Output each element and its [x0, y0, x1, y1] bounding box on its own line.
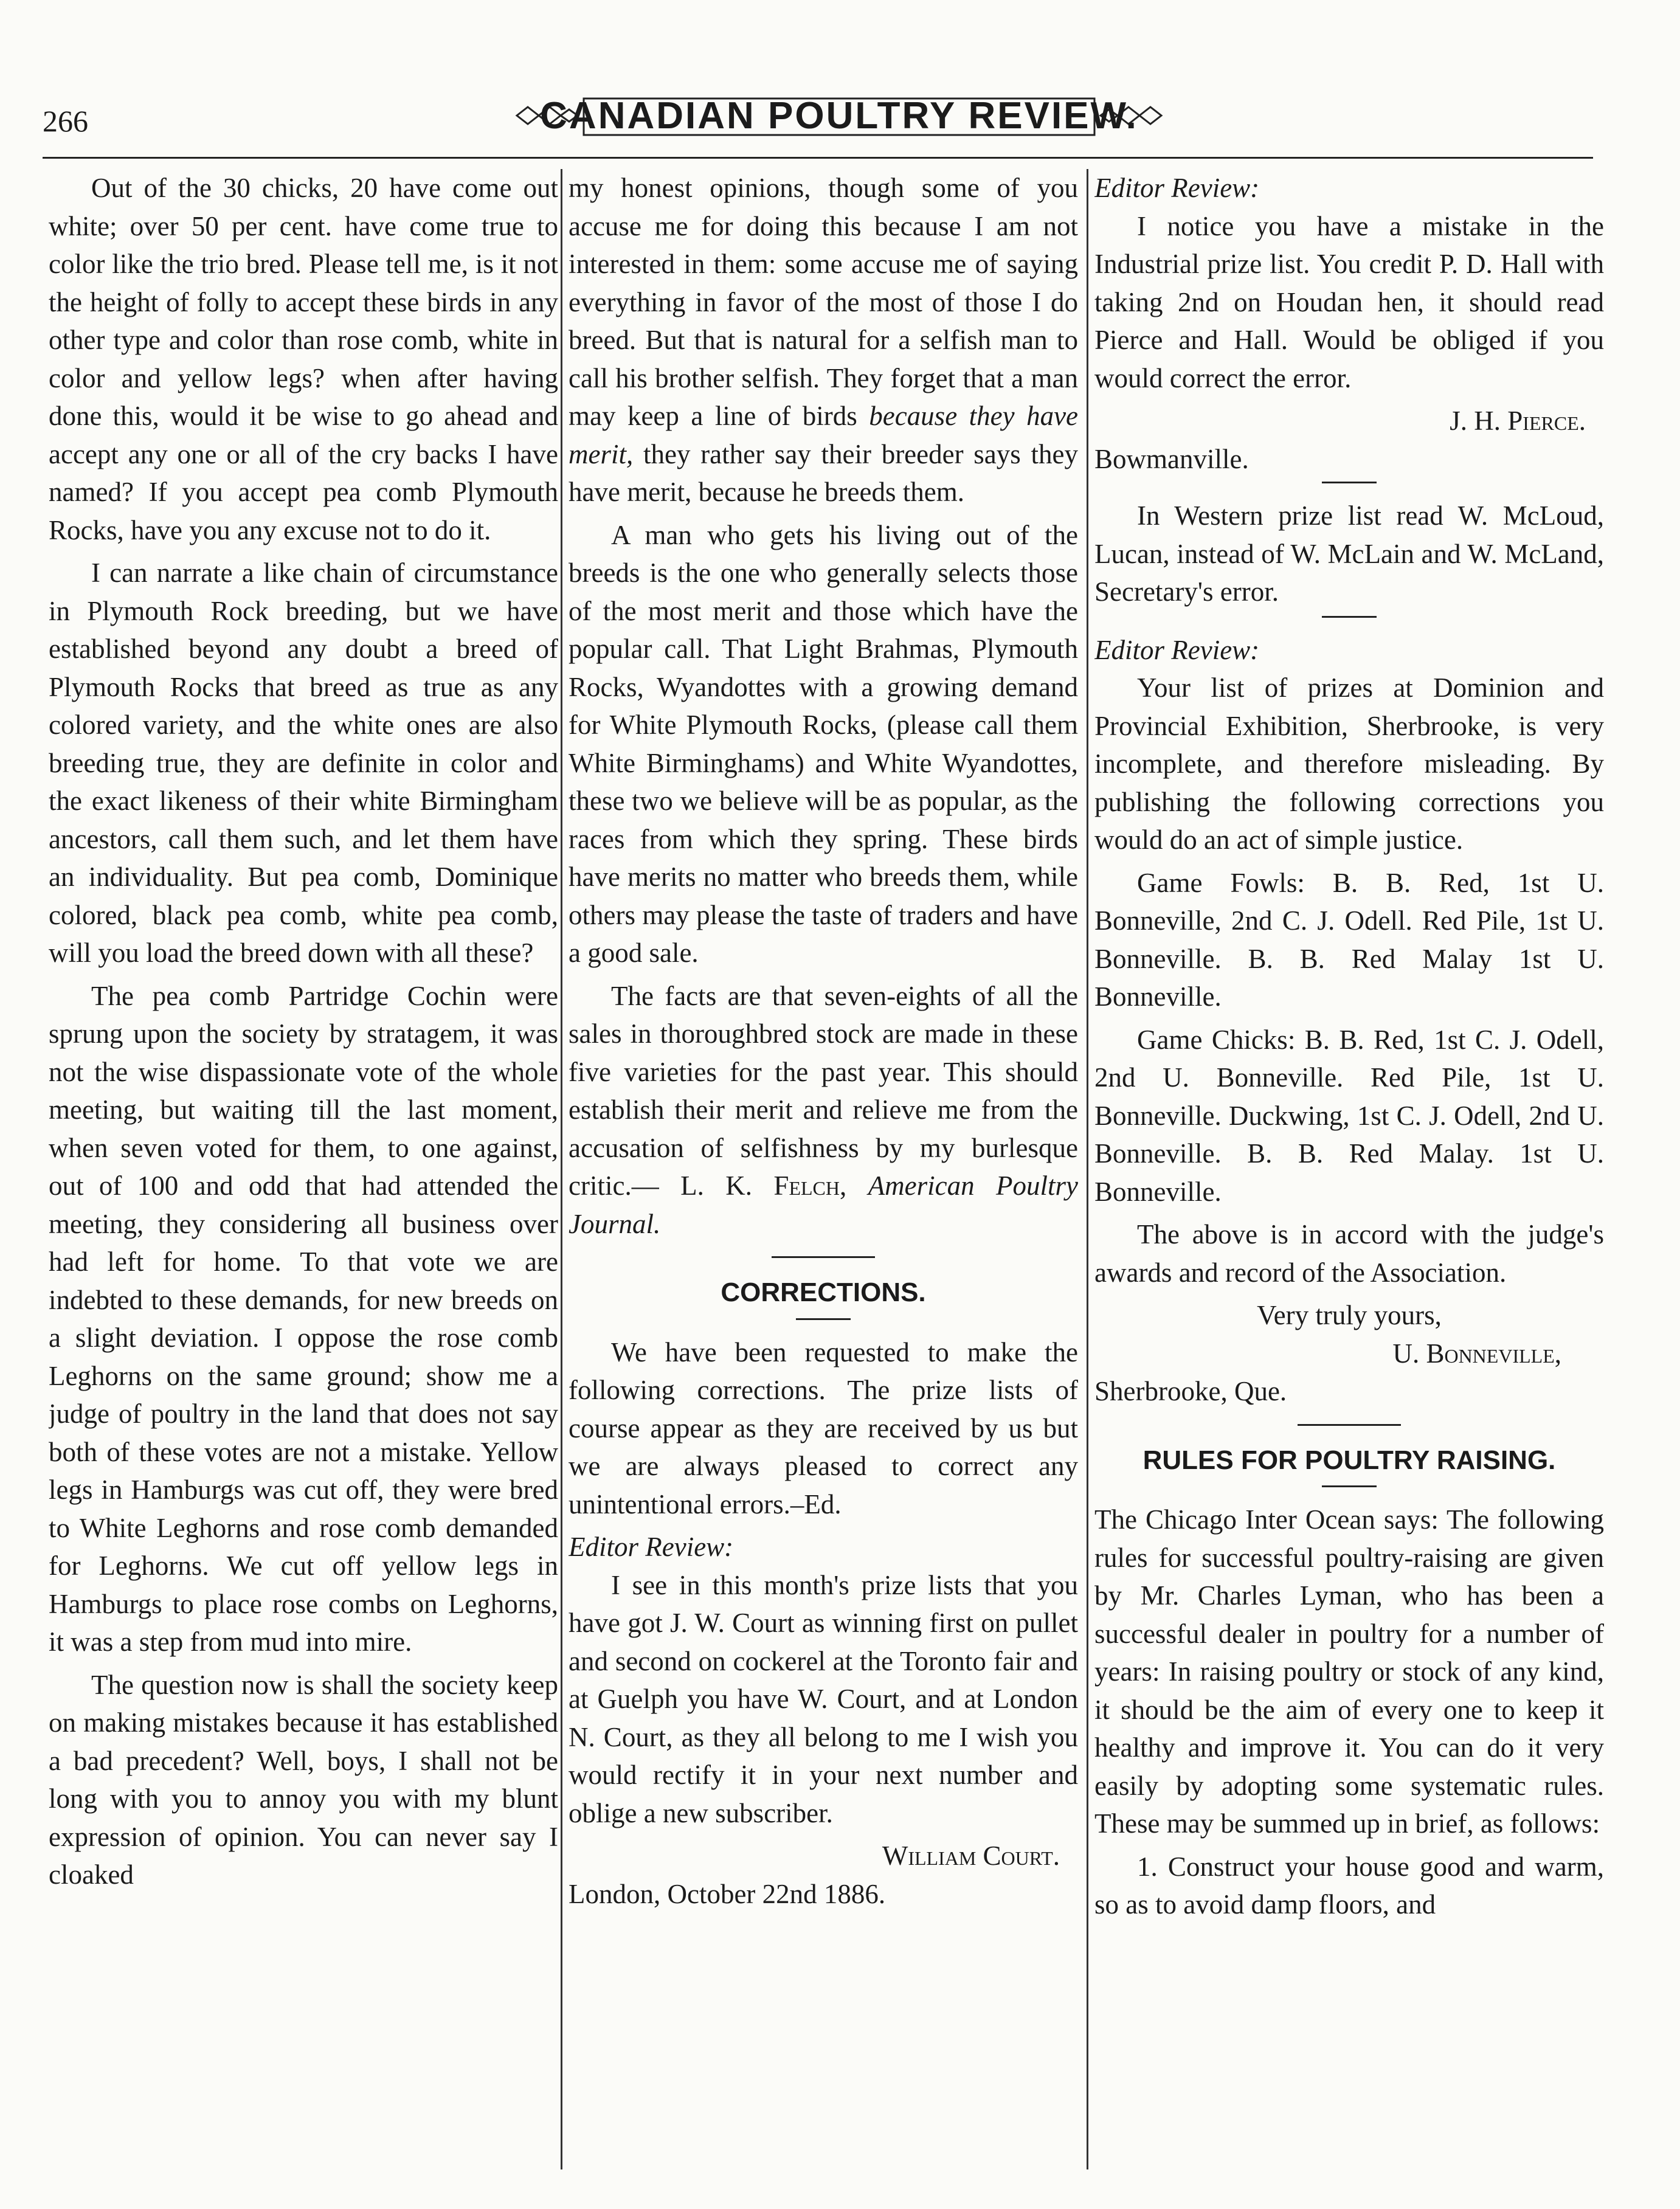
paragraph: I see in this month's prize lists that you have got J. W. Court as winning first on pullet and second on cockerel at the Toronto fair and at Guelph you have W. Court, and at London N. Court, as they all belong to me I wish you would rectify it in your next number and oblige a new subscriber.	[569, 1569, 1078, 1828]
paragraph: In Western prize list read W. McLoud, Lucan, instead of W. McLain and W. McLand, Secretary's error.	[1094, 500, 1604, 607]
page-number: 266	[43, 104, 88, 138]
author-name: L. K. Felch,	[680, 1170, 847, 1201]
section-heading: RULES FOR POULTRY RAISING.	[1142, 1445, 1556, 1475]
section-heading: CORRECTIONS.	[721, 1277, 926, 1307]
closing: Very truly yours,	[1257, 1300, 1442, 1330]
paragraph: Game Chicks: B. B. Red, 1st C. J. Odell, 2nd U. Bonneville. Red Pile, 1st U. Bonneville. Duckwing, 1st C. J. Odell, 2nd U. Bonneville. B. B. Red Malay. 1st U. Bonneville.	[1094, 1024, 1604, 1207]
emphasis-text: because they have merit,	[569, 401, 1078, 469]
text-run: they rather say their breeder says they have merit, because he breeds them.	[569, 438, 1078, 507]
place-name: Sherbrooke, Que.	[1094, 1376, 1287, 1406]
section-divider	[1298, 1424, 1401, 1426]
salutation: Editor Review:	[569, 1532, 734, 1562]
column-divider	[561, 169, 562, 2169]
section-divider	[1322, 616, 1377, 618]
place-date: London, October 22nd 1886.	[569, 1878, 886, 1909]
paragraph: The pea comb Partridge Cochin were sprung upon the society by stratagem, it was not the wise dispassionate vote of the whole meeting, but waiting till the last moment, when seven voted for them, to one against, out of 100 and odd that had attended the meeting, they considering all business over had left for home. To that vote we are indebted to these demands, for new breeds on a slight deviation. I oppose the rose comb Leghorns on the same ground; show me a judge of poultry in the land that does not say both of these votes are not a mistake. Yellow legs in Hamburgs was cut off, they were bred to White Leghorns and rose comb demanded for Leghorns. We cut off yellow legs in Hamburgs to place rose combs on Leghorns, it was a step from mud into mire.	[49, 980, 558, 1657]
paragraph: Your list of prizes at Dominion and Provincial Exhibition, Sherbrooke, is very incomplete, and therefore misleading. By publishing the following corrections you would do an act of simple justice.	[1094, 672, 1604, 855]
masthead-title: CANADIAN POULTRY REVIEW.	[540, 94, 1138, 137]
paragraph	[569, 977, 1078, 1243]
paragraph: The above is in accord with the judge's awards and record of the Association.	[1094, 1219, 1604, 1288]
text-run: The facts are that seven-eights of all the sales in thoroughbred stock are made in these five varieties for the past year. This should establish their merit and relieve me from the accusation of selfishness by my burlesque critic.—	[569, 980, 1078, 1201]
place-name: Bowmanville.	[1094, 443, 1249, 474]
section-divider	[1322, 482, 1377, 483]
paragraph: I notice you have a mistake in the Industrial prize list. You credit P. D. Hall with taking 2nd on Houdan hen, it should read Pierce and Hall. Would be obliged if you would correct the error.	[1094, 210, 1604, 393]
signature: William Court.	[882, 1841, 1060, 1871]
section-divider	[772, 1256, 875, 1258]
paragraph: Game Fowls: B. B. Red, 1st U. Bonneville, 2nd C. J. Odell. Red Pile, 1st U. Bonneville. B. B. Red Malay 1st U. Bonneville.	[1094, 867, 1604, 1012]
column-3	[1094, 169, 1604, 2176]
paragraph: A man who gets his living out of the breeds is the one who generally selects those of the most merit and those which have the popular call. That Light Brahmas, Plymouth Rocks, Wyandottes with a growing demand for White Plymouth Rocks, (please call them White Birminghams) and White Wyandottes, these two we believe will be as popular, as the races from which they spring. These birds have merits no matter who breeds them, while others may please the taste of traders and have a good sale.	[569, 519, 1078, 968]
salutation: Editor Review:	[1094, 173, 1260, 203]
paragraph: We have been requested to make the following corrections. The prize lists of course appear as they are received by us but we are always pleased to correct any unintentional errors.–Ed.	[569, 1336, 1078, 1519]
salutation: Editor Review:	[1094, 634, 1260, 665]
paragraph: The Chicago Inter Ocean says: The following rules for successful poultry-raising are given by Mr. Charles Lyman, who has been a successful dealer in poultry for a number of years: In raising poultry or stock of any kind, it should be the aim of every one to keep it healthy and improve it. You can do it very easily by adopting some systematic rules. These may be summed up in brief, as follows:	[1094, 1504, 1604, 1839]
signature: J. H. Pierce.	[1450, 406, 1586, 436]
source-name: American Poultry Journal.	[569, 1170, 1078, 1239]
column-divider	[1087, 169, 1088, 2169]
header-rule	[43, 157, 1593, 159]
paragraph: The question now is shall the society keep on making mistakes because it has established a bad precedent? Well, boys, I shall not be long with you to annoy you with my blunt expression of opinion. You can never say I cloaked	[49, 1669, 558, 1890]
column-1	[49, 169, 558, 2176]
column-2	[569, 169, 1078, 2176]
paragraph: Out of the 30 chicks, 20 have come out white; over 50 per cent. have come true to color like the trio bred. Please tell me, is it not the height of folly to accept these birds in any other type and color than rose comb, white in color and yellow legs? when after having done this, would it be wise to go ahead and accept any one or all of the cry backs I have named? If you accept pea comb Plymouth Rocks, have you any excuse not to do it.	[49, 173, 558, 545]
masthead	[511, 85, 1167, 146]
paragraph	[569, 169, 1078, 511]
text-run: my honest opinions, though some of you accuse me for doing this because I am not interested in them: some accuse me of saying everything in favor of the most of those I do breed. But that is natural for a selfish man to call his brother selfish. They forget that a man may keep a line of birds	[569, 173, 1078, 431]
paragraph: 1. Construct your house good and warm, so as to avoid damp floors, and	[1094, 1851, 1604, 1920]
section-divider	[796, 1318, 851, 1320]
section-divider	[1322, 1485, 1377, 1487]
signature: U. Bonneville,	[1392, 1338, 1561, 1369]
paragraph: I can narrate a like chain of circumstance in Plymouth Rock breeding, but we have established beyond any doubt a breed of Plymouth Rocks that breed as true as any colored variety, and the white ones are also breeding true, they are definite in color and the exact likeness of their white Birmingham ancestors, call them such, and let them have an individuality. But pea comb, Dominique colored, black pea comb, white pea comb, will you load the breed down with all these?	[49, 558, 558, 968]
